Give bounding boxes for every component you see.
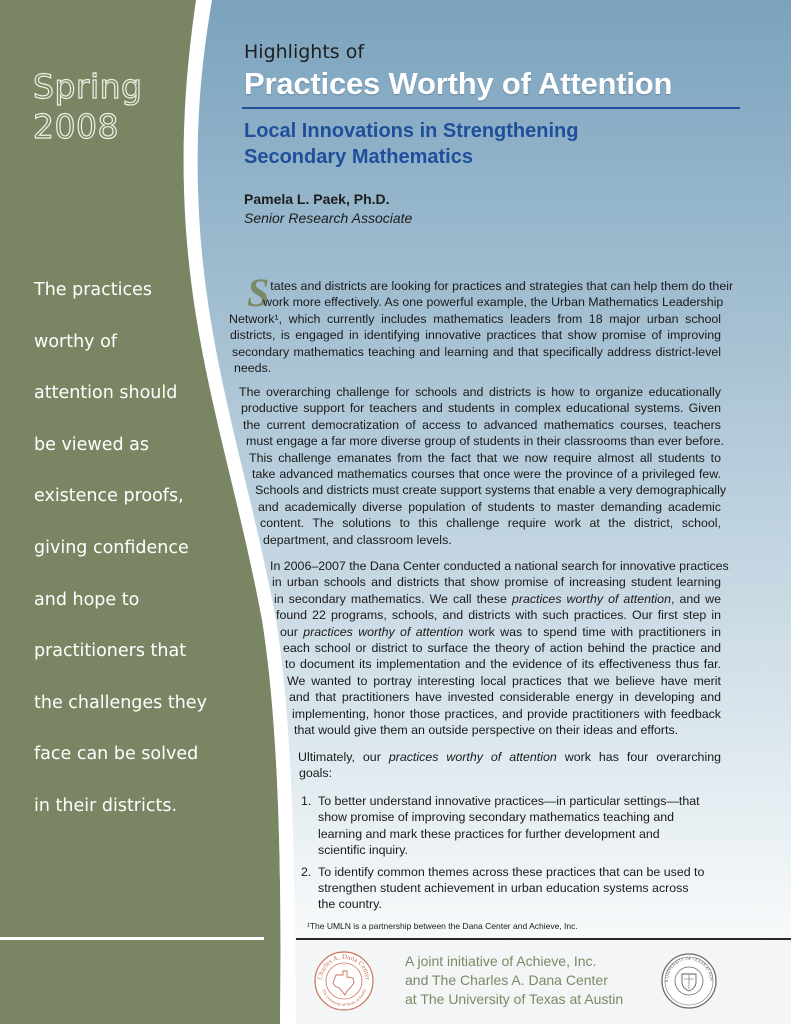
- author-role: Senior Research Associate: [244, 210, 413, 226]
- pullquote-line: giving confidence: [34, 538, 189, 558]
- footer-rule: [296, 938, 791, 940]
- line-text: Schools and districts must create support systems that enable a very demographically: [255, 483, 727, 498]
- pullquote-line: and hope to: [34, 589, 140, 610]
- line-text: take advanced mathematics courses that once were the province of a privileged few.: [252, 467, 721, 481]
- season-label: Spring: [33, 67, 143, 106]
- pullquote-line: The practices: [34, 280, 152, 300]
- paragraph-line: [252, 466, 721, 482]
- goal-line: To identify common themes across these practices that can be used to: [318, 864, 705, 879]
- line-text: content. The solutions to this challenge require work at the district, school,: [260, 516, 721, 531]
- paragraph-line: [298, 749, 721, 765]
- subtitle-line: Local Innovations in Strengthening: [244, 120, 579, 142]
- line-text: implementing, honor those practices, and provide practitioners with feedback: [292, 706, 721, 721]
- paragraph-line: [239, 384, 721, 400]
- line-text: must engage a far more diverse group of students in their classrooms than ever before.: [246, 434, 724, 449]
- emphasis: practices worthy of attention: [388, 750, 557, 764]
- line-text: goals:: [299, 766, 333, 781]
- pullquote-line: in their districts.: [34, 796, 178, 816]
- paragraph-line: [255, 482, 727, 498]
- paragraph-line: [283, 640, 721, 656]
- seal-left-text: Charles A. Dana Center: [315, 952, 372, 981]
- line-text: found 22 programs, schools, and districts with such practices. Our first step in: [276, 608, 721, 623]
- pullquote-line: the challenges they: [34, 692, 207, 713]
- goal-number: 2.: [301, 864, 312, 879]
- emphasis: practices worthy of attention: [303, 624, 464, 639]
- paragraph-line: [292, 706, 721, 722]
- paragraph-line: [234, 360, 721, 376]
- line-text: and academically diverse population of students to master demanding academic: [258, 499, 721, 514]
- line-text: In 2006–2007 the Dana Center conducted a national search for innovative practices: [270, 559, 729, 573]
- pullquote-line: practitioners that: [34, 641, 187, 662]
- line-text: work more effectively. As one powerful example, the Urban Mathematics Leadership: [263, 295, 724, 310]
- line-text: the current democratization of access to advanced mathematics courses, teachers: [243, 417, 721, 432]
- line-text: in secondary mathematics. We call these practices worthy of attention, and we: [274, 591, 721, 606]
- seal-right-text: E UNIVERSITY OF TEXAS AT AUS: [663, 955, 715, 983]
- line-text: to document its implementation and the evidence of its effectiveness thus far.: [285, 657, 721, 672]
- line-text: in urban schools and districts that show promise of increasing student learning: [272, 575, 721, 590]
- paragraph-line: [246, 433, 724, 449]
- paragraph-line: [287, 673, 721, 689]
- drop-cap: S: [247, 270, 270, 315]
- paragraph-line: [241, 400, 721, 416]
- paragraph-line: [258, 499, 721, 515]
- line-text: each school or district to surface the theory of action behind the practice and: [283, 641, 721, 655]
- line-text: districts, is engaged in identifying innovative practices that show promise of improving: [230, 328, 721, 343]
- paragraph-line: [272, 574, 721, 590]
- goal-line: To better understand innovative practices—in particular settings—that: [318, 794, 700, 808]
- paragraph-line: [285, 656, 721, 672]
- paragraph-line: [280, 624, 721, 640]
- paragraph-line: [274, 591, 721, 607]
- paragraph-line: [299, 765, 721, 781]
- line-text: department, and classroom levels.: [263, 532, 452, 547]
- goal-line: scientific inquiry.: [318, 843, 408, 858]
- sidebar-rule: [0, 937, 264, 940]
- paragraph-line: [243, 417, 721, 433]
- paragraph-line: [229, 311, 721, 327]
- author-name: Pamela L. Paek, Ph.D.: [244, 191, 390, 207]
- ut-austin-seal: [660, 952, 718, 1010]
- pullquote-line: attention should: [34, 383, 178, 404]
- line-text: and that practitioners have invested considerable energy in developing and: [289, 690, 721, 705]
- line-text: productive support for teachers and students in complex educational systems. Given: [241, 401, 721, 416]
- paragraph-line: [230, 327, 721, 343]
- goal-line: the country.: [318, 897, 382, 912]
- paragraph-line: [260, 515, 721, 531]
- footnote: ¹The UMLN is a partnership between the Dana Center and Achieve, Inc.: [307, 921, 578, 931]
- paragraph-line: [270, 558, 729, 574]
- line-text: We wanted to portray interesting local practices that we believe have merit: [287, 673, 721, 688]
- goal-line: show promise of improving secondary mathematics teaching and: [318, 810, 675, 825]
- line-text: secondary mathematics teaching and learning and that specifically address district-level: [232, 344, 721, 359]
- paragraph-line: [289, 689, 721, 705]
- dana-center-seal: [313, 950, 375, 1012]
- paragraph-line: [263, 532, 721, 548]
- line-text: needs.: [234, 361, 272, 375]
- goal-number: 1.: [301, 794, 312, 808]
- pullquote-line: be viewed as: [34, 434, 150, 455]
- line-text: our practices worthy of attention work was to spend time with practitioners in: [280, 624, 721, 639]
- footer-line: A joint initiative of Achieve, Inc.: [405, 953, 597, 969]
- goal-item: [301, 864, 721, 913]
- goal-line: learning and mark these practices for further development and: [318, 826, 660, 841]
- paragraph-line: [263, 294, 724, 310]
- paragraph-line: [232, 344, 721, 360]
- goal-line: strengthen student achievement in urban education systems across: [318, 880, 689, 895]
- seal-left-bottom: The University of Texas at Austin: [321, 988, 367, 1008]
- pullquote-line: existence proofs,: [34, 486, 184, 507]
- subtitle: [244, 118, 578, 170]
- paragraph-line: [294, 722, 721, 738]
- kicker: Highlights of: [244, 41, 365, 63]
- line-text: Network¹, which currently includes mathematics leaders from 18 major urban school: [229, 311, 721, 326]
- year-label: 2008: [33, 107, 119, 146]
- goal-item: [301, 793, 721, 859]
- line-text: Ultimately, our practices worthy of attention work has four overarching: [298, 750, 721, 764]
- page-title: Practices Worthy of Attention: [244, 66, 673, 101]
- line-text: that would give them an outside perspective on their ideas and efforts.: [294, 723, 679, 737]
- subtitle-line: Secondary Mathematics: [244, 146, 473, 168]
- pullquote-line: face can be solved: [34, 744, 199, 765]
- pullquote-line: worthy of: [34, 331, 117, 352]
- footer-credit: [405, 952, 623, 1009]
- footer-line: and The Charles A. Dana Center: [405, 972, 608, 988]
- paragraph-line: [249, 450, 721, 466]
- line-text: The overarching challenge for schools and districts is how to organize educationally: [239, 385, 721, 399]
- paragraph-line: [276, 607, 721, 623]
- line-text: This challenge emanates from the fact that we now require almost all students to: [249, 450, 721, 465]
- title-rule: [242, 107, 740, 109]
- line-text: tates and districts are looking for practices and strategies that can help them do their: [270, 279, 734, 293]
- emphasis: practices worthy of attention: [511, 591, 671, 606]
- footer-line: at The University of Texas at Austin: [405, 991, 624, 1007]
